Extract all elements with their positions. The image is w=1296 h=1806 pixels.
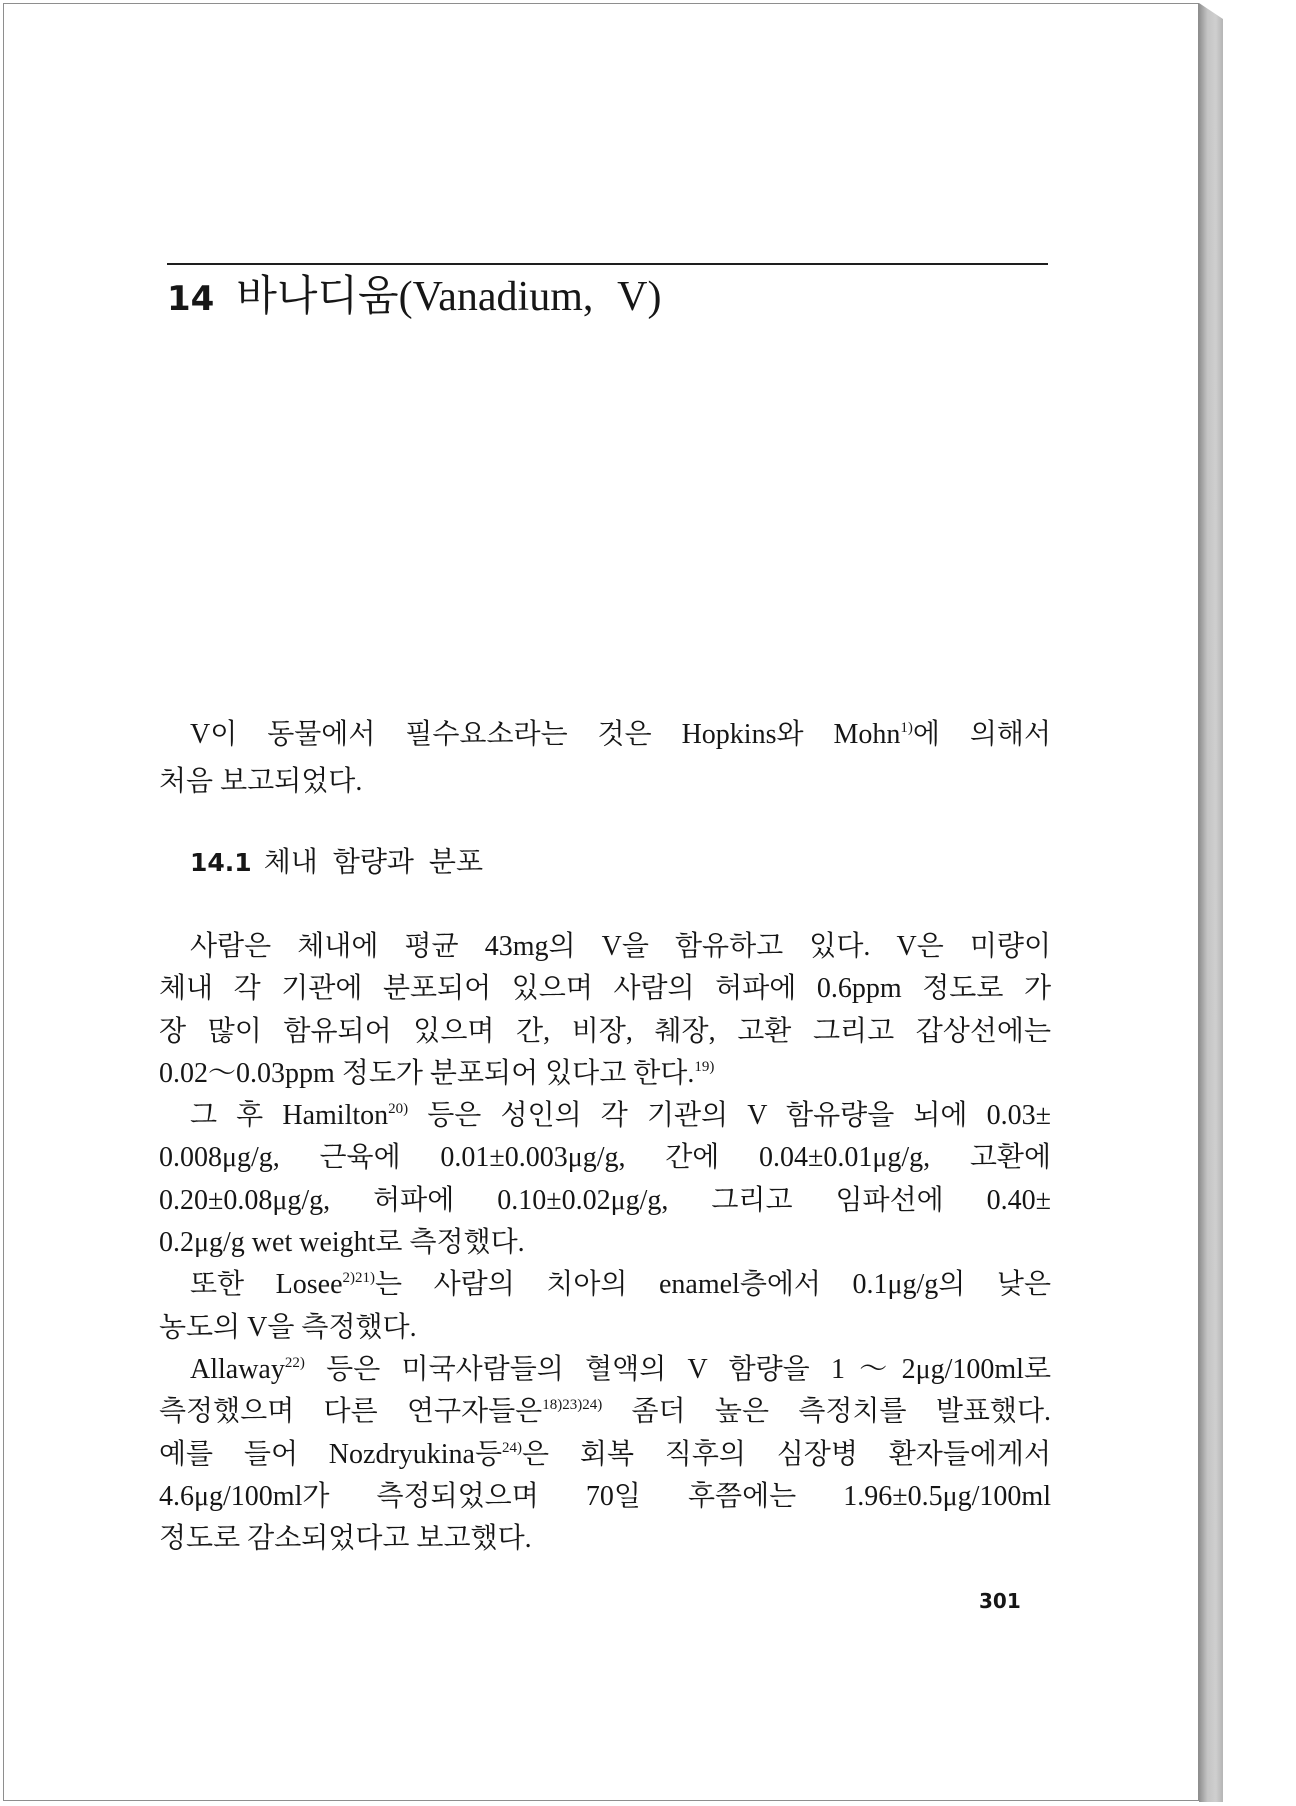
text-run: 0.02～0.03ppm 정도가 분포되어 있다고 한다.	[159, 1057, 695, 1089]
footnote-ref: 22)	[284, 1354, 305, 1371]
text-run: 는 사람의 치아의 enamel층에서 0.1μg/g의 낮은	[375, 1269, 1051, 1301]
body-line-4	[159, 1053, 1051, 1095]
footnote-ref: 2)21)	[342, 1270, 375, 1287]
body-line-10: 농도의 V을 측정했다.	[159, 1311, 417, 1343]
text-run: 측정했으며 다른 연구자들은	[159, 1396, 543, 1428]
chapter-title: 바나디움(Vanadium, V)	[236, 274, 662, 320]
book-page	[3, 3, 1199, 1801]
intro-line-2: 처음 보고되었다.	[159, 766, 363, 797]
text-run: 그 후 Hamilton	[190, 1100, 389, 1132]
body-line-1: 사람은 체내에 평균 43mg의 V을 함유하고 있다. V은 미량이	[190, 931, 1051, 962]
body-line-7: 0.20±0.08μg/g, 허파에 0.10±0.02μg/g, 그리고 임파선에 0.40±	[159, 1184, 1051, 1216]
text-run: 은 회복 직후의 심장병 환자들에게서	[522, 1438, 1051, 1470]
body-line-8: 0.2μg/g wet weight로 측정했다.	[159, 1227, 525, 1259]
body-line-5	[159, 1095, 1051, 1137]
body-line-12	[159, 1391, 1051, 1433]
text-run: Allaway	[190, 1353, 285, 1385]
text-run: 에 의해서	[912, 719, 1051, 750]
footnote-ref: 20)	[388, 1101, 409, 1118]
text-run: 등은 성인의 각 기관의 V 함유량을 뇌에 0.03±	[408, 1100, 1051, 1132]
chapter-rule	[167, 263, 1048, 265]
section-heading	[190, 842, 483, 884]
body-line-9	[159, 1264, 1051, 1306]
text-run: V이 동물에서 필수요소라는 것은 Hopkins와 Mohn	[190, 719, 901, 750]
chapter-number: 14	[167, 279, 215, 319]
text-run: 또한 Losee	[190, 1269, 343, 1301]
body-line-3: 장 많이 함유되어 있으며 간, 비장, 췌장, 고환 그리고 갑상선에는	[159, 1015, 1051, 1047]
body-line-14: 4.6μg/100ml가 측정되었으며 70일 후쯤에는 1.96±0.5μg/100ml	[159, 1480, 1051, 1512]
text-run: 예를 들어 Nozdryukina등	[159, 1438, 503, 1470]
body-line-6: 0.008μg/g, 근육에 0.01±0.003μg/g, 간에 0.04±0.01μg/g, 고환에	[159, 1142, 1051, 1174]
page-number: 301	[979, 1589, 1021, 1613]
footnote-ref: 24)	[502, 1439, 523, 1456]
intro-paragraph	[159, 711, 1051, 805]
intro-line-1	[159, 711, 1051, 758]
footnote-ref: 1)	[900, 720, 913, 736]
body-line-15: 정도로 감소되었다고 보고했다.	[159, 1523, 532, 1555]
text-run: 좀더 높은 측정치를 발표했다.	[602, 1396, 1051, 1428]
page-edge	[1199, 3, 1223, 1802]
footnote-ref: 18)23)24)	[542, 1397, 603, 1414]
body-line-2: 체내 각 기관에 분포되어 있으며 사람의 허파에 0.6ppm 정도로 가	[159, 973, 1051, 1005]
chapter-heading	[167, 271, 661, 323]
section-number: 14.1	[190, 848, 252, 877]
body-line-11	[159, 1349, 1051, 1391]
text-run: 등은 미국사람들의 혈액의 V 함량을 1～2μg/100ml로	[304, 1353, 1051, 1385]
section-title: 체내 함량과 분포	[263, 847, 484, 878]
footnote-ref: 19)	[694, 1058, 715, 1075]
section-body	[159, 926, 1051, 1560]
body-line-13	[159, 1434, 1051, 1476]
